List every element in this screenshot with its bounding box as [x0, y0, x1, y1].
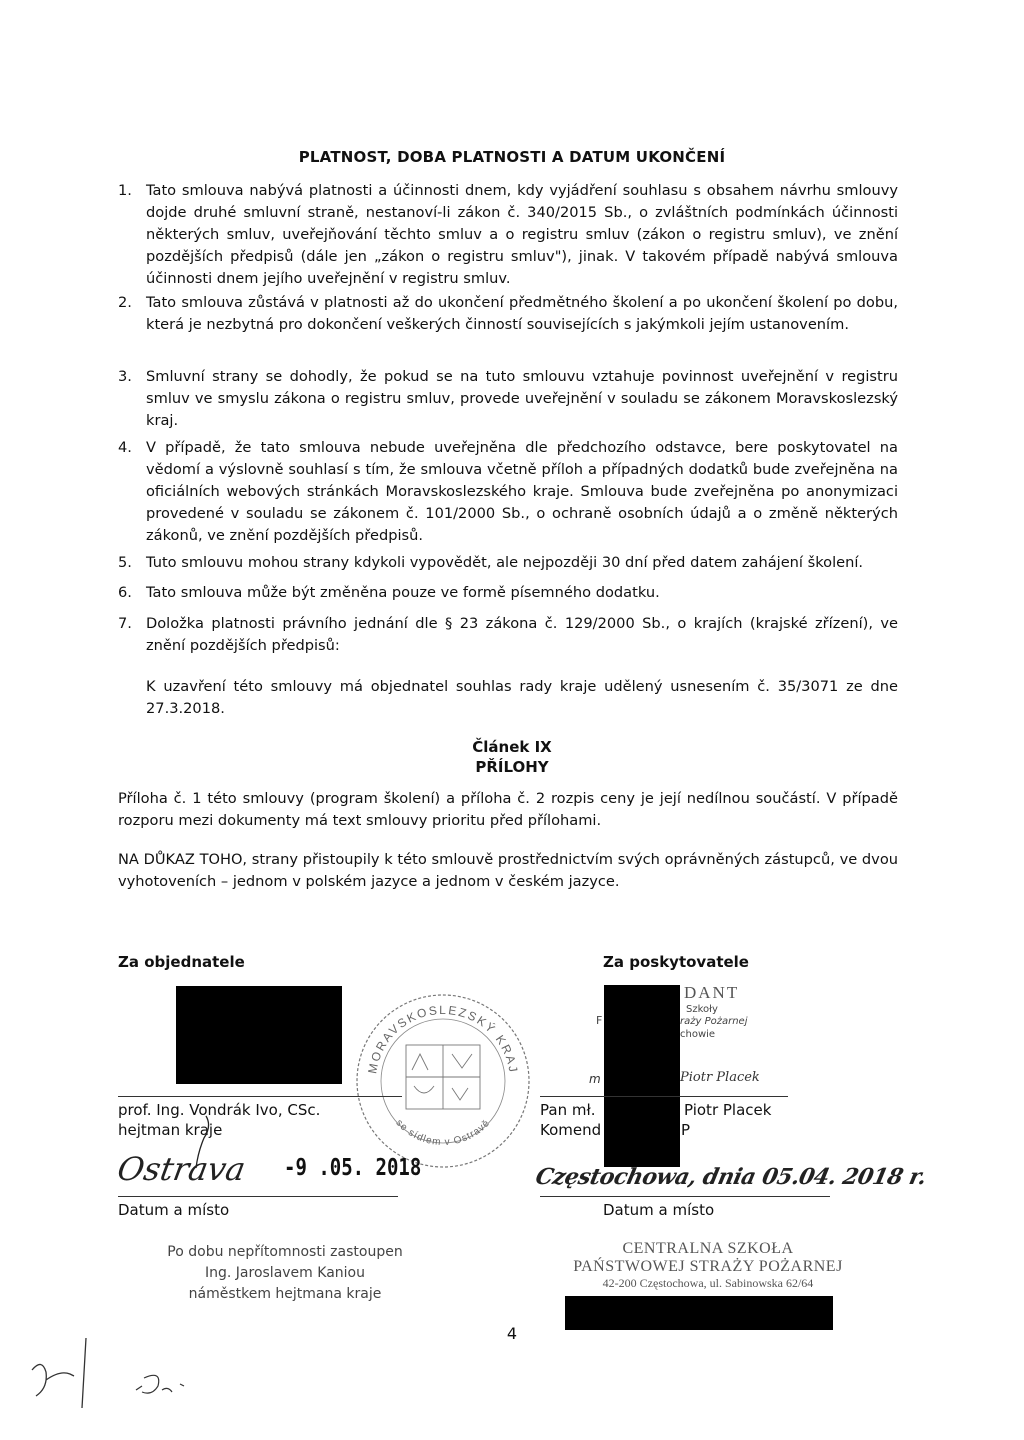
witness-paragraph: NA DŮKAZ TOHO, strany přistoupily k této smlouvě prostřednictvím svých oprávněných zástupců, ve dvou vyhotoveních – jednom v polském jazyce a jednom v českém jazyce.	[118, 851, 898, 890]
clause-text: Tato smlouva může být změněna pouze ve formě písemného dodatku.	[146, 584, 660, 601]
signature-stamp-name: Piotr Placek	[680, 1070, 760, 1085]
clause-text: Doložka platnosti právního jednání dle § 23 zákona č. 129/2000 Sb., o krajích (krajské zřízení), ve znění pozdějších předpisů:	[146, 615, 898, 654]
clause-item-4	[118, 437, 898, 547]
substitute-line-1: Po dobu nepřítomnosti zastoupen	[167, 1244, 403, 1260]
substitute-line-2: Ing. Jaroslavem Kaniou	[205, 1265, 365, 1281]
right-signature-heading: Za poskytovatele	[603, 953, 749, 971]
institution-stamp	[560, 1240, 856, 1291]
redacted-signature	[604, 985, 680, 1167]
redacted-signature	[176, 986, 342, 1084]
clause-text: V případě, že tato smlouva nebude uveřejněna dle předchozího odstavce, bere poskytovatel na vědomí a výslovně souhlasí s tím, že smlouva včetně příloh a případných dodatků bude zveřejněna na oficiálních webových stránkách Moravskoslezského kraje. Smlouva bude zveřejněna po anonymizaci provedené v souladu se zákonem č. 101/2000 Sb., o ochraně osobních údajů a o změně některých zákonů, ve znění pozdějších předpisů.	[146, 439, 898, 544]
approval-clause: K uzavření této smlouvy má objednatel souhlas rady kraje udělený usnesením č. 35/3071 ze dne 27.3.2018.	[146, 678, 898, 717]
clause-text: Tato smlouva nabývá platnosti a účinnosti dnem, kdy vyjádření souhlasu s obsahem návrhu smlouvy dojde druhé smluvní straně, nestanoví-li zákon č. 340/2015 Sb., o zvláštních podmínkách účinnosti některých smluv, uveřejňování těchto smluv a o registru smluv (zákon o registru smluv), ve znění pozdějších předpisů (dále jen „zákon o registru smluv"), jinak. V takovém případě nabývá smlouva účinnosti dnem jejího uveřejnění v registru smluv.	[146, 182, 898, 287]
clause-text: Tato smlouva zůstává v platnosti až do ukončení předmětného školení a po ukončení školení po dobu, která je nezbytná pro dokončení veškerých činností souvisejících s jakýmkoli jejím ustanovením.	[146, 294, 898, 333]
page-number: 4	[506, 1324, 518, 1343]
clause-text: Tuto smlouvu mohou strany kdykoli vypovědět, ale nejpozději 30 dní před datem zahájení školení.	[146, 554, 864, 571]
clause-number: 1.	[118, 182, 132, 199]
handwritten-date: Częstochowa, dnia 05.04. 2018 r.	[533, 1164, 929, 1190]
seal-ring-top: MORAVSKOSLEZSKÝ KRAJ	[365, 1002, 521, 1075]
right-signatory-role-suffix: P	[681, 1121, 691, 1139]
article-title: PŘÍLOHY	[475, 758, 549, 776]
clause-item-5	[118, 552, 898, 574]
date-stamp: -9 .05. 2018	[284, 1154, 422, 1182]
attachments-paragraph: Příloha č. 1 této smlouvy (program školení) a příloha č. 2 rozpis ceny je její nedílnou součástí. V případě rozporu mezi dokumenty má text smlouvy prioritu před přílohami.	[118, 790, 898, 829]
stamp-prefix: F	[596, 1014, 603, 1027]
clause-number: 7.	[118, 615, 132, 632]
stamp-fragment-2: Szkoły	[686, 1004, 718, 1015]
institution-line-3: 42-200 Częstochowa, ul. Sabinowska 62/64	[602, 1276, 814, 1290]
clause-item-2	[118, 292, 898, 336]
institution-line-1: CENTRALNA SZKOŁA	[622, 1240, 794, 1257]
left-signature-heading: Za objednatele	[118, 953, 245, 971]
stamp-fragment-4: chowie	[680, 1029, 716, 1040]
left-signatory-name: prof. Ing. Vondrák Ivo, CSc.	[118, 1101, 321, 1119]
clause-item-7	[118, 613, 898, 657]
clause-item-6	[118, 582, 898, 604]
right-signatory-role-prefix: Komend	[540, 1121, 602, 1139]
signature-stamp-prefix: m	[589, 1072, 601, 1086]
substitute-line-3: náměstkem hejtmana kraje	[188, 1286, 382, 1302]
right-signatory-prefix: Pan mł.	[540, 1101, 596, 1119]
right-signature-line	[540, 1096, 788, 1097]
substitute-note	[140, 1242, 430, 1305]
clause-item-3	[118, 366, 898, 432]
institution-line-2: PAŃSTWOWEJ STRAŻY POŻARNEJ	[573, 1258, 843, 1275]
article-number: Článek IX	[472, 738, 552, 756]
stamp-fragment-1: DANT	[684, 983, 740, 1002]
stamp-fragment-3: raży Pożarnej	[680, 1016, 748, 1027]
clause-number: 5.	[118, 554, 132, 571]
clause-item-1	[118, 180, 898, 290]
left-date-place-label: Datum a místo	[118, 1201, 230, 1219]
section-title: PLATNOST, DOBA PLATNOSTI A DATUM UKONČENÍ	[298, 148, 726, 166]
handwritten-place: Ostrava	[114, 1150, 249, 1188]
right-date-place-label: Datum a místo	[603, 1201, 715, 1219]
handwritten-initials	[26, 1330, 216, 1410]
right-date-line	[540, 1196, 830, 1197]
official-seal-icon	[352, 990, 534, 1172]
left-date-line	[118, 1196, 398, 1197]
clause-number: 6.	[118, 584, 132, 601]
clause-number: 3.	[118, 368, 132, 385]
clause-text: Smluvní strany se dohodly, že pokud se na tuto smlouvu vztahuje povinnost uveřejnění v registru smluv ve smyslu zákona o registru smluv, provede uveřejnění v souladu se zákonem Moravskoslezský kraj.	[146, 368, 898, 429]
seal-ring-bottom: se sídlem v Ostravě	[393, 1117, 493, 1149]
left-signature-line	[118, 1096, 402, 1097]
left-signatory-role: hejtman kraje	[118, 1121, 223, 1139]
clause-number: 4.	[118, 439, 132, 456]
right-signatory-name: Piotr Placek	[684, 1101, 772, 1119]
svg-text:se sídlem v Ostravě	[393, 1118, 492, 1148]
clause-number: 2.	[118, 294, 132, 311]
